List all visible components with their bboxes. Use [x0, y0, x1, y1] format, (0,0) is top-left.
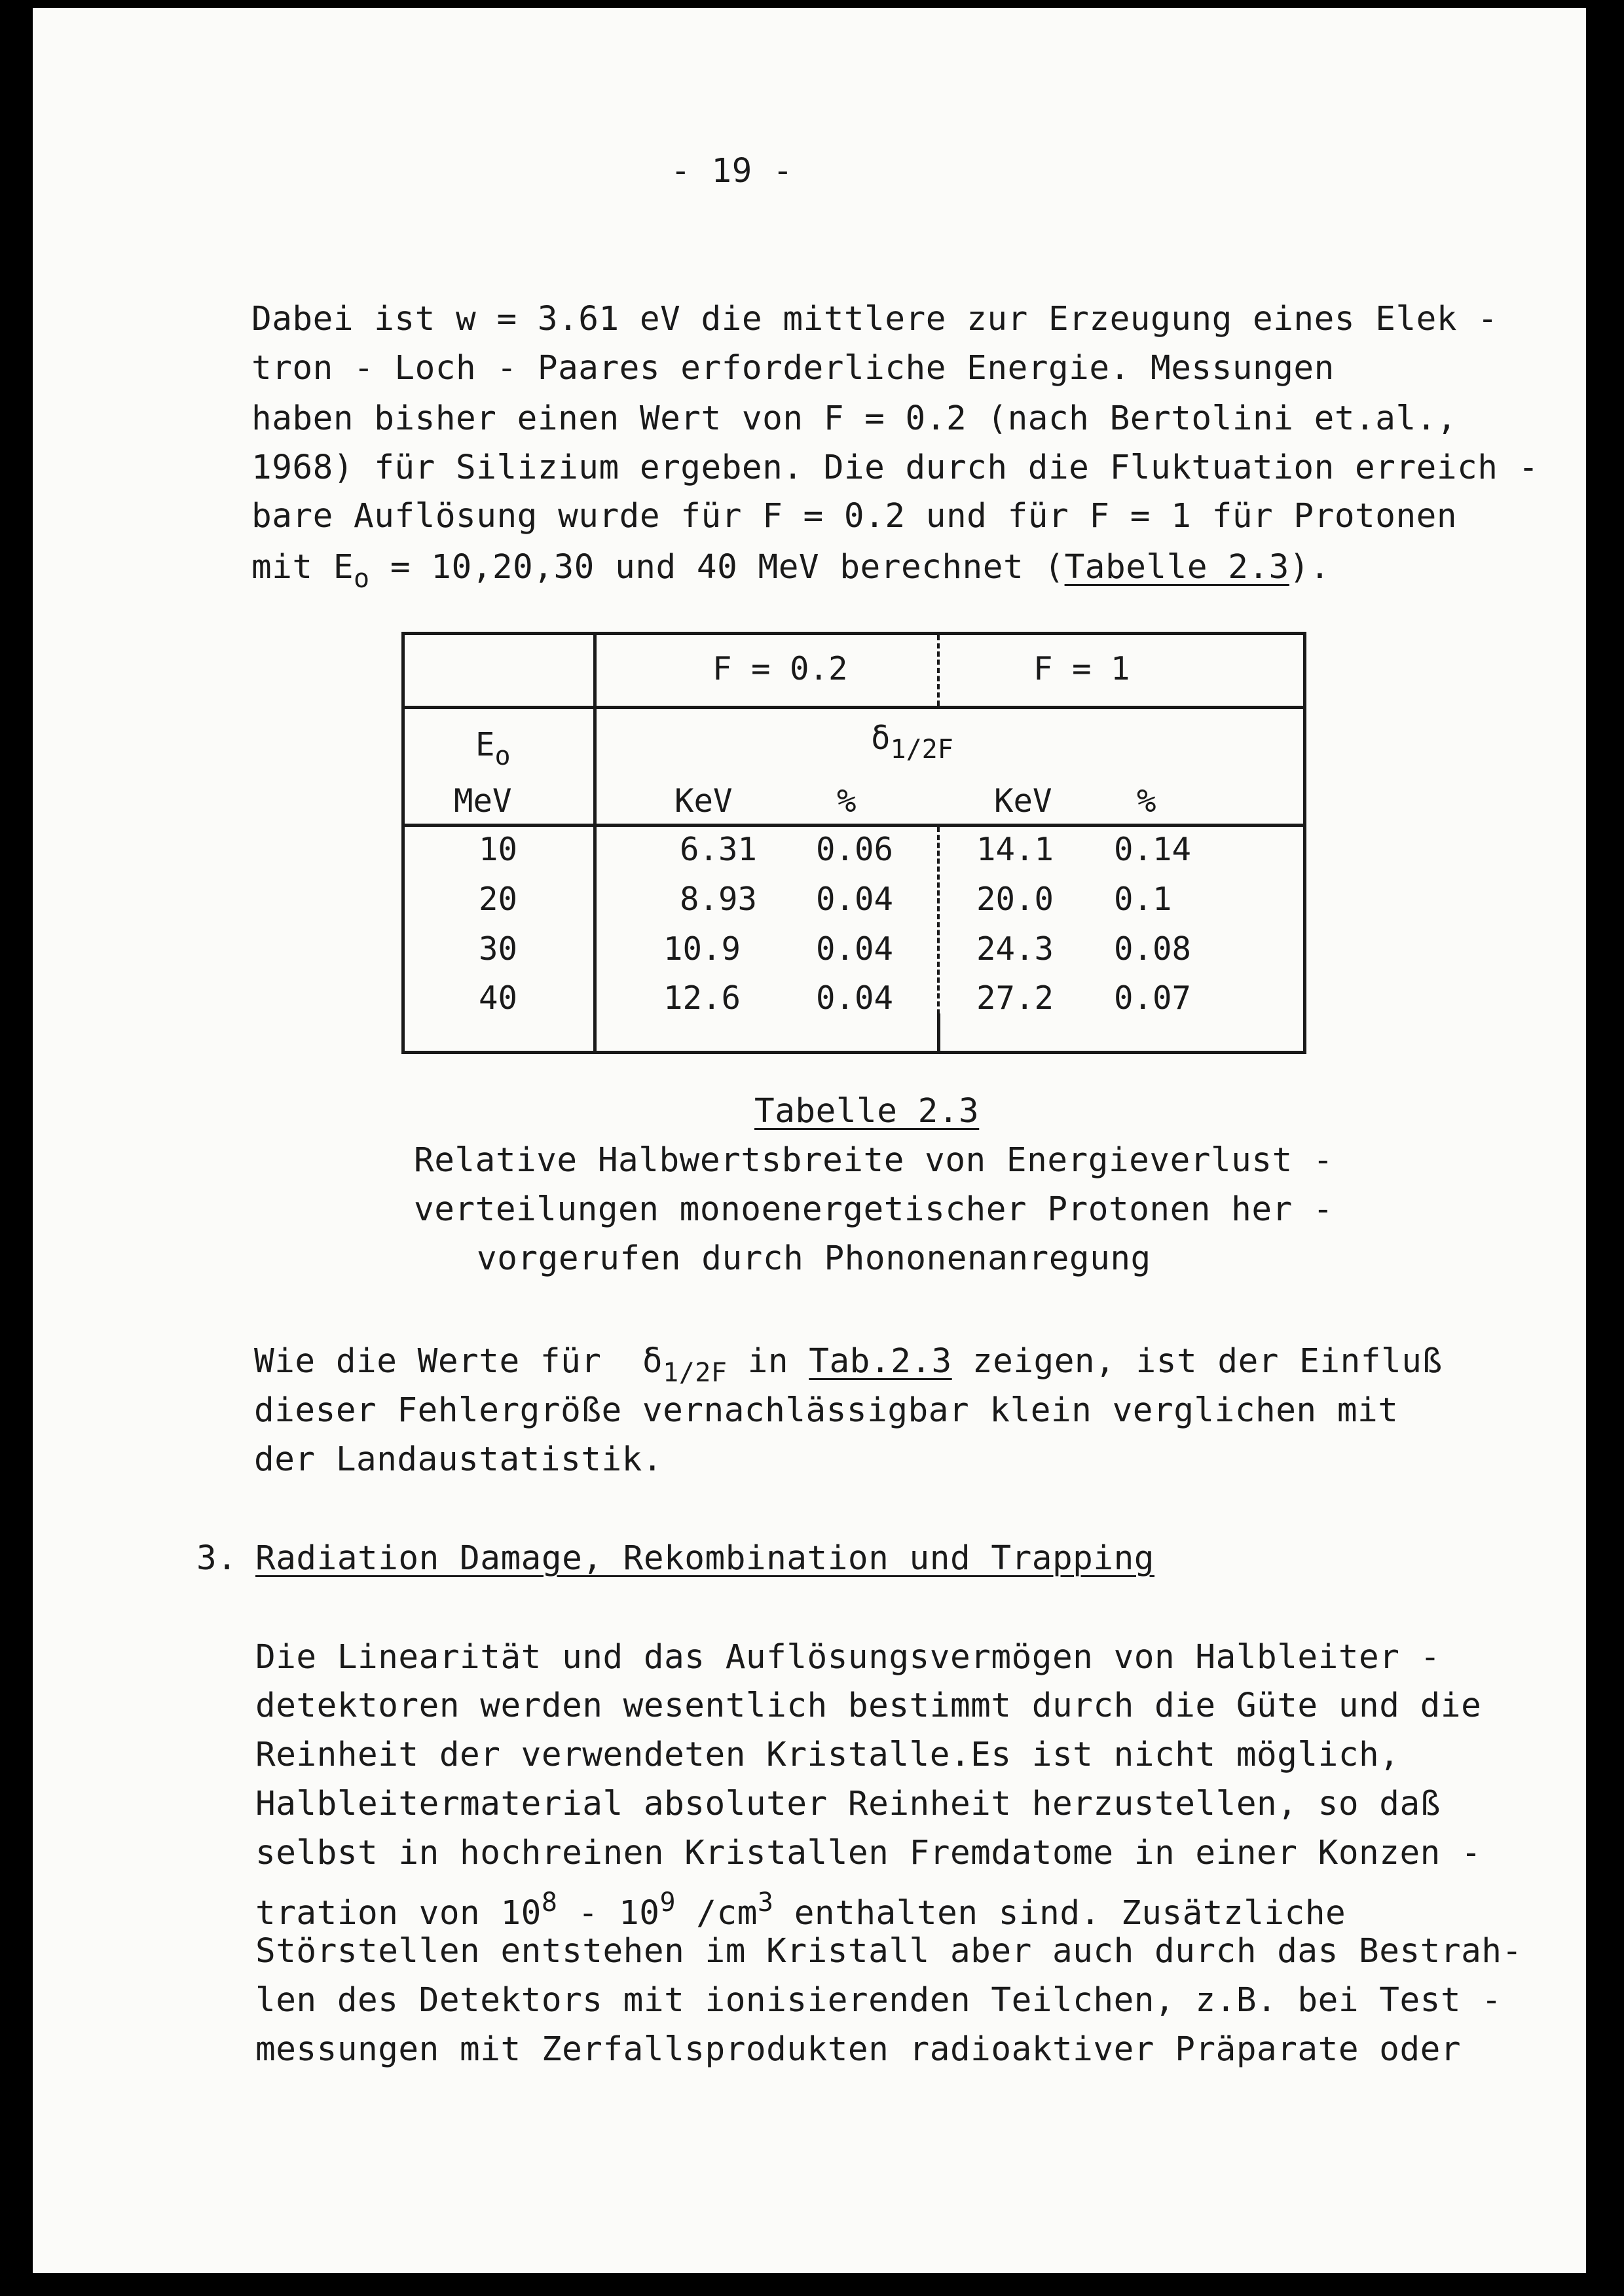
row-3-kev2: 24.3: [976, 930, 1054, 968]
row-2-kev1: 8.93: [680, 881, 758, 918]
row-4-kev1: 12.6: [663, 979, 741, 1017]
caption-line-1: Relative Halbwertsbreite von Energieverlust -: [414, 1141, 1334, 1180]
table-rule: [937, 1013, 940, 1051]
caption-line-2: verteilungen monoenergetischer Protonen her -: [414, 1190, 1334, 1229]
row-4-pct1: 0.04: [816, 979, 894, 1017]
data-table: [401, 632, 1306, 1054]
unit-mev: MeV: [454, 782, 512, 820]
row-3-kev1: 10.9: [663, 930, 741, 968]
header-f02: F = 0.2: [712, 650, 848, 687]
row-2-pct2: 0.1: [1114, 881, 1172, 918]
row-3-pct1: 0.04: [816, 930, 894, 968]
table-rule: [405, 706, 1303, 709]
para3-line-5: selbst in hochreinen Kristallen Fremdatome in einer Konzen -: [255, 1834, 1482, 1872]
para1-line-2: tron - Loch - Paares erforderliche Energie. Messungen: [251, 349, 1335, 388]
para3-line-7: Störstellen entstehen im Kristall aber auch durch das Bestrah-: [255, 1932, 1522, 1971]
para2-line-1: Wie die Werte für $\delta_{1/2F}$ in Tab.2.3 zeigen, ist der Einfluß: [254, 1342, 1443, 1388]
table-reference-link: Tab.2.3: [809, 1342, 952, 1381]
energy-label: $E_o$: [475, 726, 511, 771]
caption-line-3: vorgerufen durch Phononenanregung: [477, 1239, 1151, 1278]
row-4-energy: 40: [479, 979, 518, 1017]
row-1-energy: 10: [479, 831, 518, 868]
unit-pct-2: %: [1137, 782, 1156, 820]
row-2-energy: 20: [479, 881, 518, 918]
row-4-kev2: 27.2: [976, 979, 1054, 1017]
row-1-kev1: 6.31: [680, 831, 758, 868]
unit-pct-1: %: [837, 782, 857, 820]
para3-line-4: Halbleitermaterial absoluter Reinheit herzustellen, so daß: [255, 1785, 1441, 1823]
para1-line-5: bare Auflösung wurde für F = 0.2 und für F = 1 für Protonen: [251, 497, 1458, 536]
header-f1: F = 1: [1033, 650, 1130, 687]
para2-line-3: der Landaustatistik.: [254, 1440, 663, 1479]
row-2-pct1: 0.04: [816, 881, 894, 918]
para1-line-3: haben bisher einen Wert von F = 0.2 (nach Bertolini et.al.,: [251, 399, 1458, 438]
para3-line-9: messungen mit Zerfallsprodukten radioaktiver Präparate oder: [255, 2030, 1462, 2069]
para3-line-2: detektoren werden wesentlich bestimmt durch die Güte und die: [255, 1686, 1482, 1725]
row-3-pct2: 0.08: [1114, 930, 1192, 968]
para3-line-8: len des Detektors mit ionisierenden Teilchen, z.B. bei Test -: [255, 1981, 1502, 2020]
para2-line-2: dieser Fehlergröße vernachlässigbar klein verglichen mit: [254, 1391, 1399, 1430]
unit-kev-1: KeV: [674, 782, 733, 820]
delta-label: $\delta_{1/2F}$: [871, 720, 953, 765]
para1-line-6: mit $E_o = 10,20,30$ und 40 MeV berechnet (Tabelle 2.3).: [251, 548, 1331, 594]
table-rule: [593, 635, 597, 1051]
row-2-kev2: 20.0: [976, 881, 1054, 918]
row-1-pct2: 0.14: [1114, 831, 1192, 868]
table-reference-link: Tabelle 2.3: [1064, 548, 1289, 587]
unit-kev-2: KeV: [994, 782, 1052, 820]
row-1-kev2: 14.1: [976, 831, 1054, 868]
para1-line-4: 1968) für Silizium ergeben. Die durch die Fluktuation erreich -: [251, 448, 1539, 487]
page-number: - 19 -: [671, 152, 794, 191]
section-number: 3.: [196, 1539, 238, 1578]
row-4-pct2: 0.07: [1114, 979, 1192, 1017]
para3-line-3: Reinheit der verwendeten Kristalle.Es ist nicht möglich,: [255, 1736, 1400, 1774]
table-rule: [405, 824, 1303, 827]
table-dashed-rule: [937, 635, 940, 706]
para1-line-1: Dabei ist w = 3.61 eV die mittlere zur Erzeugung eines Elek -: [251, 300, 1498, 338]
para3-line-1: Die Linearität und das Auflösungsvermögen von Halbleiter -: [255, 1638, 1441, 1677]
section-title: Radiation Damage, Rekombination und Trapping: [255, 1539, 1155, 1578]
row-3-energy: 30: [479, 930, 518, 968]
row-1-pct1: 0.06: [816, 831, 894, 868]
caption-title: Tabelle 2.3: [754, 1092, 980, 1131]
para3-line-6: tration von $10^8 - 10^9$ $/cm^3$ enthalten sind. Zusätzliche: [255, 1887, 1346, 1933]
